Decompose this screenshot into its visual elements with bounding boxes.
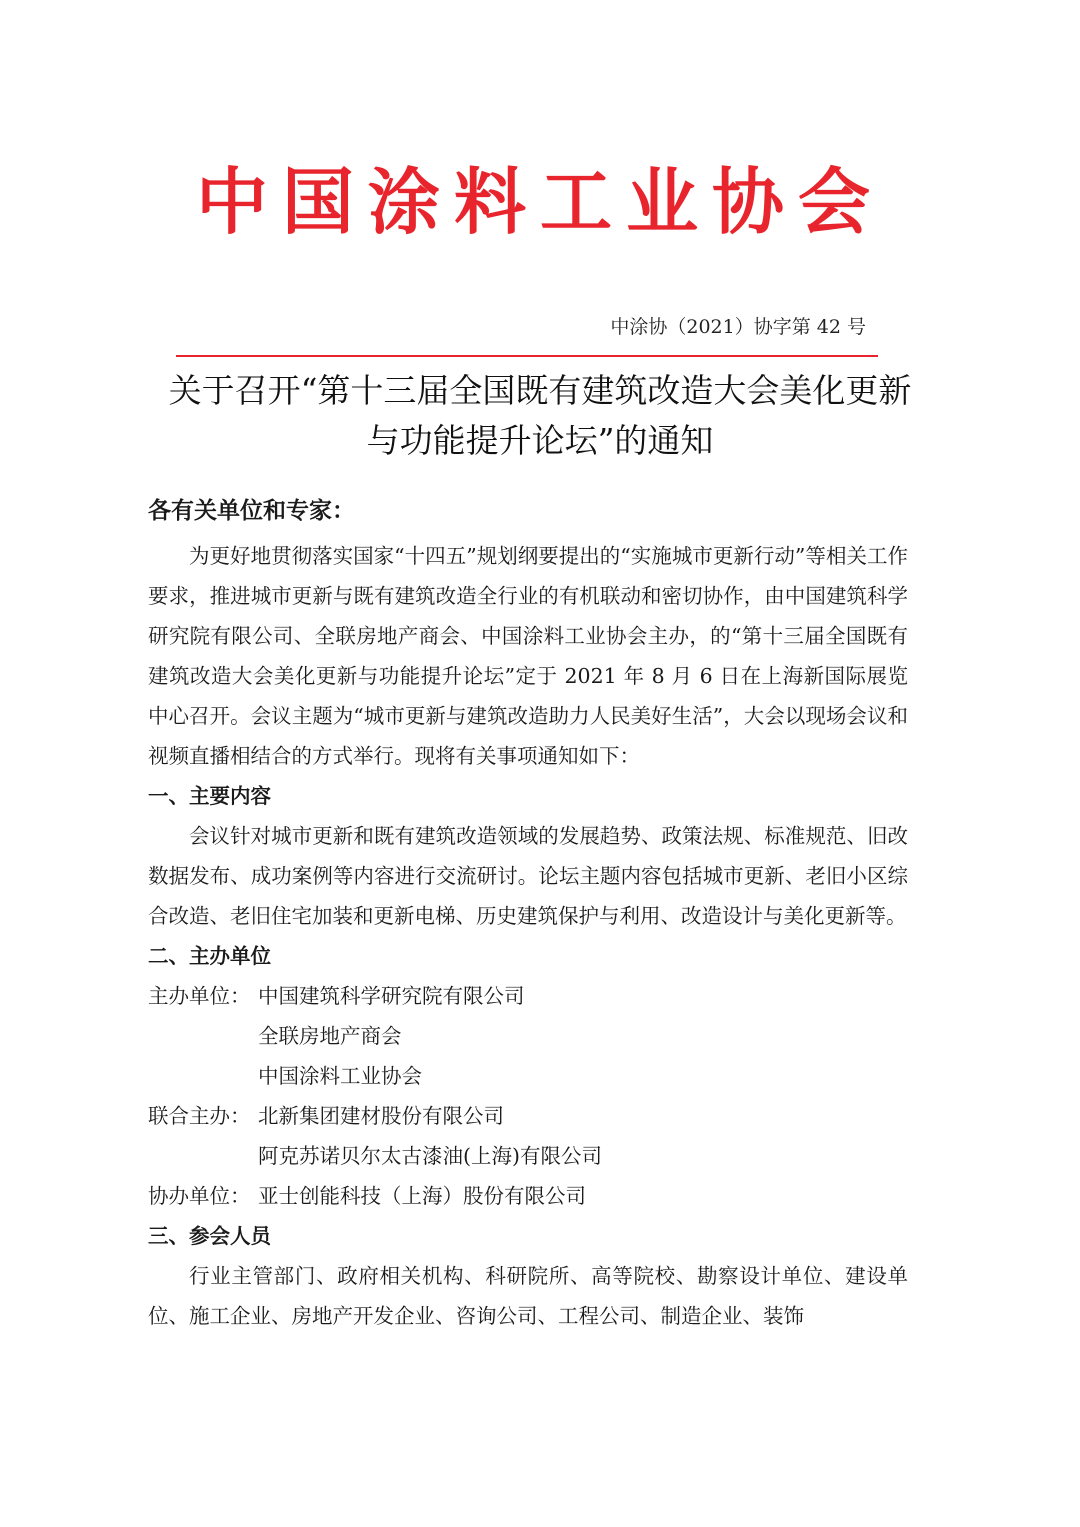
section-1-heading: 一、主要内容	[148, 784, 271, 808]
document-title-line-1: 关于召开“第十三届全国既有建筑改造大会美化更新	[168, 371, 912, 410]
section-3-paragraph: 行业主管部门、政府相关机构、科研院所、高等院校、勘察设计单位、建设单位、施工企业、房地产开发企业、咨询公司、工程公司、制造企业、装饰	[148, 1264, 908, 1328]
cohost-organizations	[148, 1096, 908, 1176]
cohost-item: 北新集团建材股份有限公司	[258, 1104, 504, 1128]
red-divider-line	[176, 355, 878, 357]
host-label: 主办单位：	[148, 984, 251, 1008]
host-item: 中国涂料工业协会	[258, 1064, 422, 1088]
document-number: 中涂协（2021）协字第 42 号	[610, 316, 866, 338]
document-title	[100, 366, 980, 466]
cohost-list	[258, 1096, 908, 1176]
host-item: 中国建筑科学研究院有限公司	[258, 984, 525, 1008]
salutation: 各有关单位和专家：	[148, 497, 355, 524]
assist-list	[258, 1176, 908, 1216]
assist-label: 协办单位：	[148, 1184, 251, 1208]
host-list	[258, 976, 908, 1096]
host-organizations	[148, 976, 908, 1096]
intro-paragraph: 为更好地贯彻落实国家“十四五”规划纲要提出的“实施城市更新行动”等相关工作要求，推进城市更新与既有建筑改造全行业的有机联动和密切协作，由中国建筑科学研究院有限公司、全联房地产商会、中国涂料工业协会主办，的“第十三届全国既有建筑改造大会美化更新与功能提升论坛”定于 2021 年 8 月 6 日在上海新国际展览中心召开。会议主题为“城市更新与建筑改造助力人民美好生活”，大会以现场会议和视频直播相结合的方式举行。现将有关事项通知如下：	[148, 544, 908, 768]
section-2-heading: 二、主办单位	[148, 944, 271, 968]
document-title-line-2: 与功能提升论坛”的通知	[366, 421, 714, 460]
document-body	[148, 488, 908, 1336]
assist-item: 亚士创能科技（上海）股份有限公司	[258, 1184, 586, 1208]
cohost-item: 阿克苏诺贝尔太古漆油(上海)有限公司	[258, 1144, 602, 1168]
assist-organizations	[148, 1176, 908, 1216]
section-3-heading: 三、参会人员	[148, 1224, 271, 1248]
host-item: 全联房地产商会	[258, 1024, 402, 1048]
organization-header: 中国涂料工业协会	[195, 160, 884, 244]
section-1-paragraph: 会议针对城市更新和既有建筑改造领域的发展趋势、政策法规、标准规范、旧改数据发布、成功案例等内容进行交流研讨。论坛主题内容包括城市更新、老旧小区综合改造、老旧住宅加装和更新电梯、历史建筑保护与利用、改造设计与美化更新等。	[148, 824, 908, 928]
cohost-label: 联合主办：	[148, 1104, 251, 1128]
